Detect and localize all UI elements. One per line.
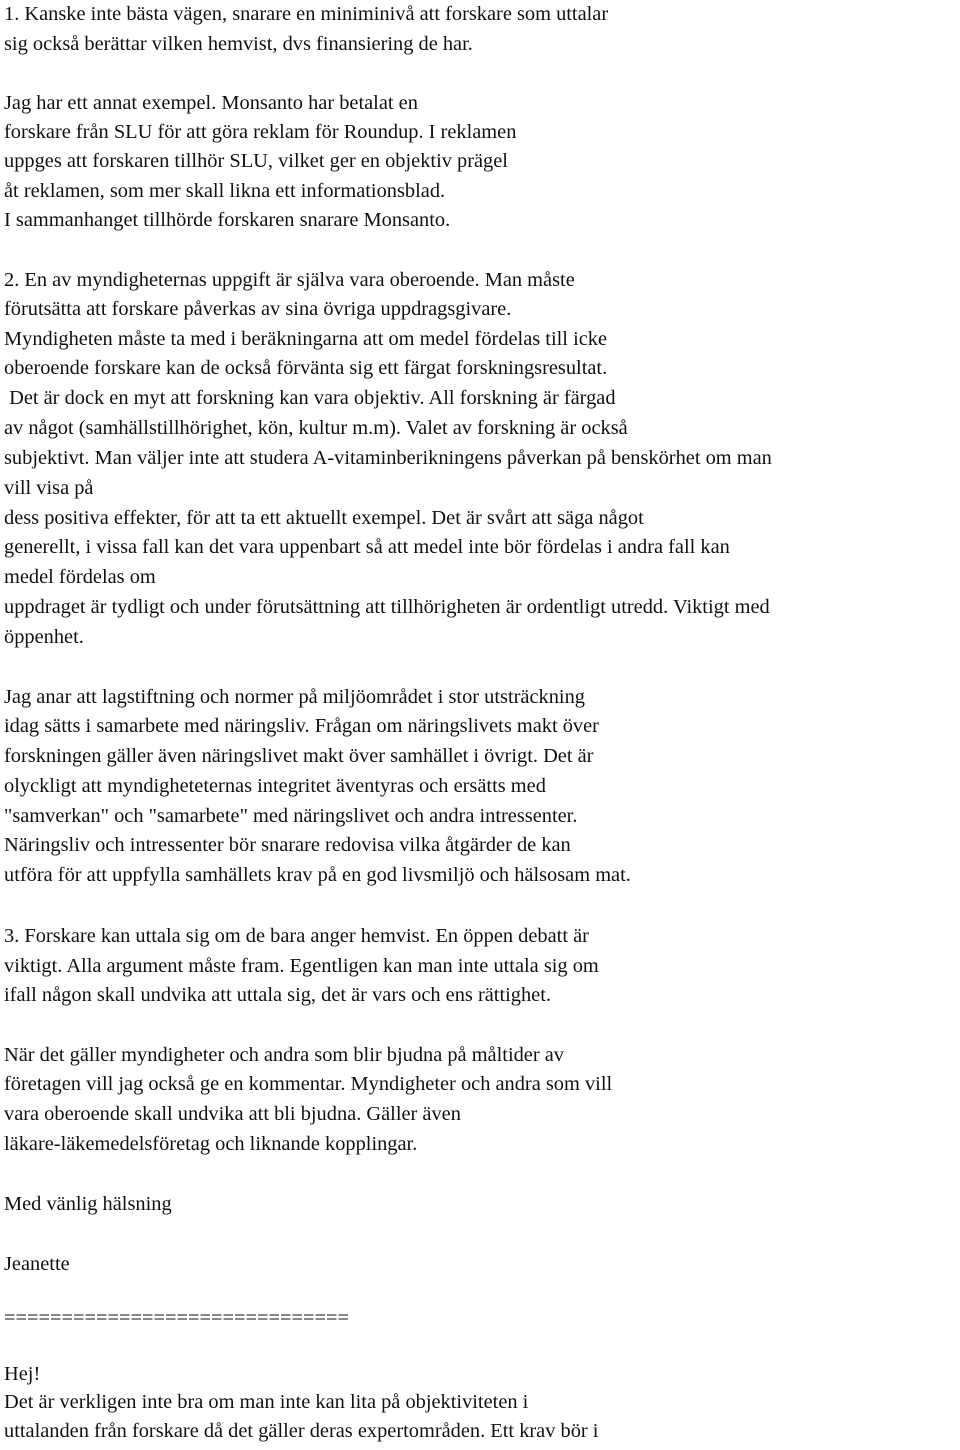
- text-line: olyckligt att myndigheteternas integritet äventyras och ersätts med: [4, 775, 546, 797]
- text-line: utföra för att uppfylla samhällets krav på en god livsmiljö och hälsosam mat.: [4, 864, 631, 886]
- text-line: Jag anar att lagstiftning och normer på miljöområdet i stor utsträckning: [4, 686, 585, 708]
- text-line: vill visa på: [4, 477, 94, 499]
- text-line: vara oberoende skall undvika att bli bjudna. Gäller även: [4, 1103, 461, 1125]
- text-line: åt reklamen, som mer skall likna ett informationsblad.: [4, 180, 446, 202]
- separator-line: ==============================: [4, 1307, 349, 1329]
- text-line: av något (samhällstillhörighet, kön, kultur m.m). Valet av forskning är också: [4, 417, 628, 439]
- text-line: förutsätta att forskare påverkas av sina övriga uppdragsgivare.: [4, 298, 512, 320]
- text-line: generellt, i vissa fall kan det vara uppenbart så att medel inte bör fördelas i andra fall kan: [4, 536, 730, 558]
- text-line: Jeanette: [4, 1253, 70, 1275]
- text-line: 3. Forskare kan uttala sig om de bara anger hemvist. En öppen debatt är: [4, 925, 589, 947]
- text-line: Det är verkligen inte bra om man inte kan lita på objektiviteten i: [4, 1391, 529, 1413]
- text-line: idag sätts i samarbete med näringsliv. Frågan om näringslivets makt över: [4, 715, 599, 737]
- text-line: Med vänlig hälsning: [4, 1193, 172, 1215]
- text-line: I sammanhanget tillhörde forskaren snarare Monsanto.: [4, 209, 451, 231]
- text-line: oberoende forskare kan de också förvänta sig ett färgat forskningsresultat.: [4, 357, 608, 379]
- text-line: dess positiva effekter, för att ta ett aktuellt exempel. Det är svårt att säga något: [4, 507, 644, 529]
- text-line: 1. Kanske inte bästa vägen, snarare en miniminivå att forskare som uttalar: [4, 3, 609, 25]
- text-line: subjektivt. Man väljer inte att studera A-vitaminberikningens påverkan på benskörhet om man: [4, 447, 772, 469]
- text-line: 2. En av myndigheternas uppgift är själva vara oberoende. Man måste: [4, 269, 575, 291]
- text-line: Jag har ett annat exempel. Monsanto har betalat en: [4, 92, 418, 114]
- text-line: uppdraget är tydligt och under förutsättning att tillhörigheten är ordentligt utredd. Viktigt med: [4, 596, 770, 618]
- text-line: När det gäller myndigheter och andra som blir bjudna på måltider av: [4, 1044, 564, 1066]
- text-line: Myndigheten måste ta med i beräkningarna att om medel fördelas till icke: [4, 328, 608, 350]
- text-line: medel fördelas om: [4, 566, 156, 588]
- text-line: sig också berättar vilken hemvist, dvs finansiering de har.: [4, 33, 473, 55]
- text-line: företagen vill jag också ge en kommentar. Myndigheter och andra som vill: [4, 1073, 613, 1095]
- text-line: ifall någon skall undvika att uttala sig, det är vars och ens rättighet.: [4, 984, 551, 1006]
- text-line: uppges att forskaren tillhör SLU, vilket ger en objektiv prägel: [4, 150, 508, 172]
- text-line: läkare-läkemedelsföretag och liknande kopplingar.: [4, 1133, 418, 1155]
- text-line: Näringsliv och intressenter bör snarare redovisa vilka åtgärder de kan: [4, 834, 571, 856]
- text-line: Hej!: [4, 1363, 41, 1385]
- text-line: viktigt. Alla argument måste fram. Egentligen kan man inte uttala sig om: [4, 955, 599, 977]
- text-line: öppenhet.: [4, 626, 84, 648]
- text-line: "samverkan" och "samarbete" med näringslivet och andra intressenter.: [4, 805, 578, 827]
- text-line: uttalanden från forskare då det gäller deras expertområden. Ett krav bör i: [4, 1420, 599, 1442]
- text-line: forskare från SLU för att göra reklam för Roundup. I reklamen: [4, 121, 517, 143]
- text-line: forskningen gäller även näringslivet makt över samhället i övrigt. Det är: [4, 745, 594, 767]
- text-line: Det är dock en myt att forskning kan vara objektiv. All forskning är färgad: [4, 387, 616, 409]
